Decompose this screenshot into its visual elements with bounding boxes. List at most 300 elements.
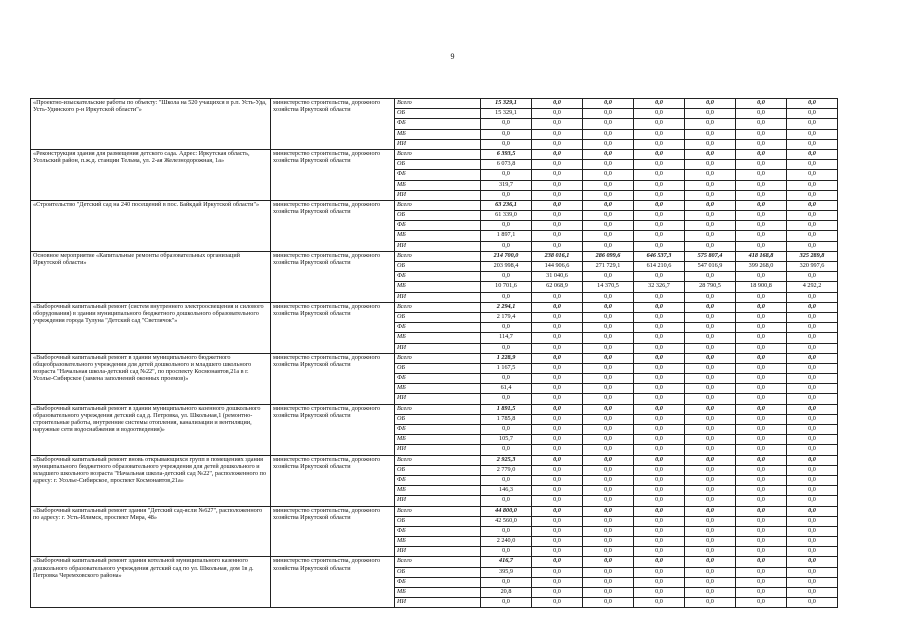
project-name: «Выборочный капитальный ремонт здания "Детский сад-ясли №627", расположенного по адресу: г. Усть-Илимск, проспект Мира, 48» (31, 506, 271, 557)
amount-cell: 0,0 (583, 475, 634, 485)
amount-cell: 0,0 (481, 496, 532, 506)
funding-source: Всего (395, 506, 481, 516)
amount-cell: 0,0 (481, 598, 532, 608)
amount-cell: 6 393,5 (481, 149, 532, 159)
amount-cell: 0,0 (787, 149, 838, 159)
amount-cell: 0,0 (583, 241, 634, 251)
amount-cell: 63 236,1 (481, 200, 532, 210)
amount-cell: 0,0 (583, 547, 634, 557)
funding-source: ФБ (395, 170, 481, 180)
amount-cell: 0,0 (532, 292, 583, 302)
amount-cell: 0,0 (583, 292, 634, 302)
amount-cell: 0,0 (787, 160, 838, 170)
amount-cell: 0,0 (685, 577, 736, 587)
amount-cell: 0,0 (685, 149, 736, 159)
amount-cell: 0,0 (481, 343, 532, 353)
amount-cell: 0,0 (481, 221, 532, 231)
table-row (31, 455, 838, 465)
amount-cell: 0,0 (736, 598, 787, 608)
table-row (31, 353, 838, 363)
amount-cell: 0,0 (634, 404, 685, 414)
funding-source: ОБ (395, 414, 481, 424)
amount-cell: 32 326,7 (634, 282, 685, 292)
amount-cell: 18 900,8 (736, 282, 787, 292)
amount-cell: 0,0 (634, 455, 685, 465)
amount-cell: 0,0 (634, 231, 685, 241)
amount-cell: 0,0 (583, 323, 634, 333)
amount-cell: 0,0 (736, 180, 787, 190)
amount-cell: 0,0 (634, 119, 685, 129)
amount-cell: 0,0 (736, 99, 787, 109)
amount-cell: 105,7 (481, 435, 532, 445)
amount-cell: 20,8 (481, 588, 532, 598)
amount-cell: 146,3 (481, 486, 532, 496)
amount-cell: 0,0 (685, 200, 736, 210)
funding-source: ФБ (395, 577, 481, 587)
amount-cell: 0,0 (787, 567, 838, 577)
amount-cell: 0,0 (736, 374, 787, 384)
amount-cell: 0,0 (532, 577, 583, 587)
amount-cell: 0,0 (532, 119, 583, 129)
amount-cell: 31 040,6 (532, 272, 583, 282)
amount-cell: 0,0 (685, 547, 736, 557)
amount-cell: 0,0 (583, 414, 634, 424)
amount-cell: 0,0 (685, 435, 736, 445)
amount-cell: 0,0 (634, 312, 685, 322)
amount-cell: 0,0 (634, 394, 685, 404)
amount-cell: 0,0 (583, 374, 634, 384)
amount-cell: 0,0 (532, 231, 583, 241)
amount-cell: 42 560,0 (481, 516, 532, 526)
amount-cell: 0,0 (685, 414, 736, 424)
amount-cell: 0,0 (685, 374, 736, 384)
amount-cell: 0,0 (736, 445, 787, 455)
amount-cell: 0,0 (634, 129, 685, 139)
amount-cell: 1 891,5 (481, 404, 532, 414)
amount-cell: 0,0 (634, 180, 685, 190)
table-row (31, 251, 838, 261)
amount-cell: 0,0 (736, 475, 787, 485)
amount-cell: 0,0 (481, 526, 532, 536)
amount-cell: 0,0 (736, 211, 787, 221)
amount-cell: 0,0 (736, 231, 787, 241)
funding-source: ОБ (395, 160, 481, 170)
budget-table (30, 98, 838, 608)
amount-cell: 0,0 (481, 272, 532, 282)
amount-cell: 0,0 (583, 272, 634, 282)
project-executor: министерство строительства, дорожного хозяйства Иркутской области (271, 506, 395, 557)
amount-cell: 0,0 (787, 435, 838, 445)
amount-cell: 0,0 (532, 200, 583, 210)
amount-cell: 0,0 (634, 506, 685, 516)
amount-cell: 0,0 (583, 435, 634, 445)
project-name: «Выборочный капитальный ремонт вновь открывающихся групп в помещениях здания муниципального бюджетного образовательного учреждения для детей дошкольного и младшего школьного возраста "Начальная школа-детский сад №22", расположенного по адресу: г. Усолье-Сибирское, проспект Космонавтов,21а» (31, 455, 271, 506)
amount-cell: 0,0 (787, 190, 838, 200)
amount-cell: 0,0 (634, 547, 685, 557)
amount-cell: 0,0 (787, 323, 838, 333)
project-name: «Выборочный капитальный ремонт в здании муниципального казенного дошкольного образовательного учреждения детский сад д. Петровка, ул. Школьная,1 (ремонтно-строительные работы, внутренние системы отопления, канализации и вентиляции, наружные сети водоснабжения и водоотведения)» (31, 404, 271, 455)
amount-cell: 0,0 (685, 455, 736, 465)
amount-cell: 0,0 (532, 425, 583, 435)
amount-cell: 0,0 (736, 557, 787, 567)
amount-cell: 0,0 (634, 537, 685, 547)
amount-cell: 0,0 (583, 170, 634, 180)
amount-cell: 614 210,6 (634, 262, 685, 272)
amount-cell: 0,0 (634, 160, 685, 170)
project-executor: министерство строительства, дорожного хозяйства Иркутской области (271, 353, 395, 404)
amount-cell: 0,0 (787, 475, 838, 485)
funding-source: Всего (395, 200, 481, 210)
amount-cell: 0,0 (685, 486, 736, 496)
amount-cell: 0,0 (583, 577, 634, 587)
funding-source: МБ (395, 486, 481, 496)
amount-cell: 0,0 (787, 119, 838, 129)
funding-source: ОБ (395, 109, 481, 119)
funding-source: ИИ (395, 343, 481, 353)
amount-cell: 0,0 (787, 302, 838, 312)
amount-cell: 0,0 (532, 241, 583, 251)
amount-cell: 0,0 (736, 170, 787, 180)
funding-source: ИИ (395, 496, 481, 506)
amount-cell: 0,0 (736, 129, 787, 139)
funding-source: Всего (395, 99, 481, 109)
funding-source: Всего (395, 353, 481, 363)
amount-cell: 0,0 (736, 404, 787, 414)
amount-cell: 0,0 (685, 170, 736, 180)
amount-cell: 0,0 (634, 149, 685, 159)
amount-cell: 0,0 (787, 506, 838, 516)
funding-source: ИИ (395, 394, 481, 404)
amount-cell: 0,0 (787, 312, 838, 322)
amount-cell: 0,0 (787, 374, 838, 384)
amount-cell: 0,0 (787, 547, 838, 557)
amount-cell: 0,0 (685, 139, 736, 149)
amount-cell: 0,0 (736, 302, 787, 312)
amount-cell: 0,0 (532, 149, 583, 159)
amount-cell: 0,0 (685, 588, 736, 598)
funding-source: ИИ (395, 139, 481, 149)
amount-cell: 0,0 (685, 180, 736, 190)
funding-source: ИИ (395, 292, 481, 302)
amount-cell: 1 897,1 (481, 231, 532, 241)
funding-source: ОБ (395, 211, 481, 221)
amount-cell: 0,0 (481, 129, 532, 139)
amount-cell: 0,0 (583, 180, 634, 190)
amount-cell: 2 179,4 (481, 312, 532, 322)
amount-cell: 0,0 (634, 333, 685, 343)
funding-source: ОБ (395, 262, 481, 272)
amount-cell: 0,0 (736, 149, 787, 159)
amount-cell: 0,0 (736, 241, 787, 251)
amount-cell: 0,0 (736, 292, 787, 302)
amount-cell: 1 228,9 (481, 353, 532, 363)
project-name: «Проектно-изыскательские работы по объекту: "Школа на 520 учащихся в р.п. Усть-Уда, Усть-Удинского р-н Иркутской области"» (31, 99, 271, 150)
amount-cell: 0,0 (736, 384, 787, 394)
amount-cell: 395,9 (481, 567, 532, 577)
amount-cell: 0,0 (634, 272, 685, 282)
funding-source: ФБ (395, 475, 481, 485)
amount-cell: 0,0 (481, 475, 532, 485)
amount-cell: 0,0 (583, 129, 634, 139)
amount-cell: 0,0 (583, 598, 634, 608)
table-row (31, 200, 838, 210)
amount-cell: 0,0 (736, 353, 787, 363)
funding-source: ИИ (395, 190, 481, 200)
amount-cell: 0,0 (685, 292, 736, 302)
amount-cell: 0,0 (532, 353, 583, 363)
amount-cell: 15 329,1 (481, 99, 532, 109)
amount-cell: 0,0 (634, 200, 685, 210)
amount-cell: 0,0 (583, 99, 634, 109)
amount-cell: 0,0 (532, 588, 583, 598)
amount-cell: 0,0 (787, 404, 838, 414)
amount-cell: 0,0 (532, 302, 583, 312)
funding-source: ФБ (395, 374, 481, 384)
table-row (31, 506, 838, 516)
amount-cell: 0,0 (634, 109, 685, 119)
amount-cell: 0,0 (787, 109, 838, 119)
project-name: «Выборочный капитальный ремонт здания котельной муниципального казенного дошкольного образовательного учреждения детский сад по ул. Школьная, дом 1в д. Петровка Черемховского района» (31, 557, 271, 608)
amount-cell: 0,0 (787, 588, 838, 598)
amount-cell: 62 068,9 (532, 282, 583, 292)
amount-cell: 0,0 (787, 394, 838, 404)
amount-cell: 61 339,0 (481, 211, 532, 221)
amount-cell: 0,0 (634, 445, 685, 455)
amount-cell: 0,0 (736, 516, 787, 526)
funding-source: ИИ (395, 445, 481, 455)
amount-cell: 0,0 (481, 292, 532, 302)
amount-cell: 0,0 (634, 588, 685, 598)
amount-cell: 0,0 (634, 435, 685, 445)
amount-cell: 0,0 (685, 598, 736, 608)
amount-cell: 0,0 (736, 160, 787, 170)
amount-cell: 0,0 (634, 374, 685, 384)
project-name: «Строительство "Детский сад на 240 посещений в пос. Байкдай Иркутской области"» (31, 200, 271, 251)
amount-cell: 0,0 (634, 414, 685, 424)
amount-cell: 0,0 (481, 190, 532, 200)
funding-source: МБ (395, 180, 481, 190)
amount-cell: 0,0 (685, 160, 736, 170)
amount-cell: 0,0 (583, 445, 634, 455)
amount-cell: 0,0 (685, 475, 736, 485)
amount-cell: 0,0 (532, 211, 583, 221)
amount-cell: 0,0 (583, 333, 634, 343)
amount-cell: 0,0 (685, 241, 736, 251)
amount-cell: 0,0 (634, 577, 685, 587)
amount-cell: 0,0 (736, 109, 787, 119)
amount-cell: 0,0 (787, 231, 838, 241)
funding-source: ОБ (395, 363, 481, 373)
amount-cell: 0,0 (685, 221, 736, 231)
amount-cell: 0,0 (481, 170, 532, 180)
amount-cell: 0,0 (685, 302, 736, 312)
amount-cell: 0,0 (787, 241, 838, 251)
amount-cell: 0,0 (481, 241, 532, 251)
amount-cell: 0,0 (685, 567, 736, 577)
amount-cell: 0,0 (634, 475, 685, 485)
funding-source: Всего (395, 251, 481, 261)
amount-cell: 0,0 (634, 221, 685, 231)
project-executor: министерство строительства, дорожного хозяйства Иркутской области (271, 99, 395, 150)
project-name: «Реконструкция здания для размещения детского сада. Адрес: Иркутская область, Усольский район, п.ж.д. станции Тельма, ул. 2-ая Железнодорожная, 1а» (31, 149, 271, 200)
amount-cell: 0,0 (583, 353, 634, 363)
funding-source: МБ (395, 537, 481, 547)
amount-cell: 0,0 (736, 486, 787, 496)
funding-source: ФБ (395, 425, 481, 435)
amount-cell: 319,7 (481, 180, 532, 190)
amount-cell: 0,0 (583, 343, 634, 353)
amount-cell: 0,0 (634, 486, 685, 496)
amount-cell: 0,0 (481, 577, 532, 587)
amount-cell: 61,4 (481, 384, 532, 394)
amount-cell: 0,0 (583, 486, 634, 496)
amount-cell: 203 998,4 (481, 262, 532, 272)
amount-cell: 0,0 (787, 99, 838, 109)
table-body (31, 99, 838, 608)
amount-cell: 0,0 (583, 496, 634, 506)
amount-cell: 0,0 (685, 537, 736, 547)
amount-cell: 0,0 (634, 323, 685, 333)
amount-cell: 0,0 (736, 200, 787, 210)
amount-cell: 0,0 (583, 557, 634, 567)
amount-cell: 0,0 (736, 323, 787, 333)
amount-cell: 0,0 (685, 231, 736, 241)
amount-cell: 0,0 (787, 353, 838, 363)
amount-cell: 0,0 (787, 557, 838, 567)
amount-cell: 0,0 (532, 129, 583, 139)
amount-cell: 0,0 (634, 241, 685, 251)
amount-cell: 0,0 (532, 404, 583, 414)
amount-cell: 0,0 (736, 465, 787, 475)
amount-cell: 0,0 (736, 343, 787, 353)
amount-cell: 0,0 (787, 200, 838, 210)
amount-cell: 0,0 (532, 547, 583, 557)
amount-cell: 0,0 (787, 455, 838, 465)
funding-source: Всего (395, 557, 481, 567)
amount-cell: 0,0 (532, 557, 583, 567)
amount-cell: 28 790,5 (685, 282, 736, 292)
amount-cell: 2 294,1 (481, 302, 532, 312)
amount-cell: 144 906,6 (532, 262, 583, 272)
amount-cell: 0,0 (583, 506, 634, 516)
project-executor: министерство строительства, дорожного хозяйства Иркутской области (271, 404, 395, 455)
amount-cell: 0,0 (685, 211, 736, 221)
amount-cell: 0,0 (736, 363, 787, 373)
page-number: 9 (450, 52, 455, 61)
amount-cell: 0,0 (736, 588, 787, 598)
amount-cell: 0,0 (634, 139, 685, 149)
amount-cell: 0,0 (583, 384, 634, 394)
amount-cell: 0,0 (736, 496, 787, 506)
amount-cell: 0,0 (583, 312, 634, 322)
amount-cell: 0,0 (634, 211, 685, 221)
funding-source: ОБ (395, 516, 481, 526)
amount-cell: 0,0 (736, 312, 787, 322)
amount-cell: 0,0 (583, 394, 634, 404)
funding-source: МБ (395, 282, 481, 292)
amount-cell: 0,0 (532, 384, 583, 394)
amount-cell: 0,0 (532, 160, 583, 170)
amount-cell: 14 370,5 (583, 282, 634, 292)
funding-source: Всего (395, 302, 481, 312)
amount-cell: 416,7 (481, 557, 532, 567)
amount-cell: 0,0 (787, 363, 838, 373)
amount-cell: 0,0 (736, 506, 787, 516)
amount-cell: 0,0 (634, 384, 685, 394)
amount-cell: 0,0 (583, 109, 634, 119)
amount-cell: 0,0 (787, 496, 838, 506)
amount-cell: 575 807,4 (685, 251, 736, 261)
table-row (31, 302, 838, 312)
funding-source: МБ (395, 231, 481, 241)
project-executor: министерство строительства, дорожного хозяйства Иркутской области (271, 557, 395, 608)
amount-cell: 0,0 (736, 567, 787, 577)
amount-cell: 0,0 (685, 445, 736, 455)
amount-cell: 0,0 (736, 272, 787, 282)
amount-cell: 0,0 (583, 526, 634, 536)
funding-source: ИИ (395, 547, 481, 557)
amount-cell: 0,0 (634, 516, 685, 526)
table-row (31, 404, 838, 414)
amount-cell: 0,0 (532, 190, 583, 200)
amount-cell: 0,0 (583, 231, 634, 241)
amount-cell: 0,0 (583, 455, 634, 465)
amount-cell: 0,0 (685, 404, 736, 414)
amount-cell: 0,0 (481, 323, 532, 333)
amount-cell: 0,0 (532, 516, 583, 526)
funding-source: ФБ (395, 119, 481, 129)
project-name: «Выборочный капитальный ремонт (систем внутреннего электроосвещения и силового оборудования) в здании муниципального бюджетного дошкольного образовательного учреждения города Тулуна "Детский сад "Светлячок"» (31, 302, 271, 353)
project-executor: министерство строительства, дорожного хозяйства Иркутской области (271, 455, 395, 506)
amount-cell: 0,0 (787, 221, 838, 231)
amount-cell: 0,0 (736, 455, 787, 465)
amount-cell: 0,0 (532, 99, 583, 109)
amount-cell: 0,0 (736, 139, 787, 149)
amount-cell: 0,0 (532, 343, 583, 353)
amount-cell: 0,0 (532, 323, 583, 333)
amount-cell: 0,0 (787, 526, 838, 536)
amount-cell: 0,0 (583, 190, 634, 200)
amount-cell: 0,0 (634, 425, 685, 435)
funding-source: МБ (395, 384, 481, 394)
table-row (31, 99, 838, 109)
amount-cell: 0,0 (736, 577, 787, 587)
amount-cell: 0,0 (532, 374, 583, 384)
amount-cell: 0,0 (583, 200, 634, 210)
amount-cell: 0,0 (787, 180, 838, 190)
funding-source: МБ (395, 333, 481, 343)
amount-cell: 0,0 (583, 537, 634, 547)
amount-cell: 0,0 (583, 160, 634, 170)
amount-cell: 0,0 (583, 516, 634, 526)
amount-cell: 0,0 (634, 363, 685, 373)
amount-cell: 0,0 (685, 312, 736, 322)
funding-source: ОБ (395, 567, 481, 577)
amount-cell: 0,0 (736, 547, 787, 557)
amount-cell: 0,0 (787, 333, 838, 343)
amount-cell: 1 785,8 (481, 414, 532, 424)
amount-cell: 0,0 (736, 221, 787, 231)
amount-cell: 0,0 (685, 109, 736, 119)
amount-cell: 0,0 (583, 221, 634, 231)
amount-cell: 0,0 (583, 119, 634, 129)
funding-source: ИИ (395, 598, 481, 608)
amount-cell: 0,0 (736, 119, 787, 129)
amount-cell: 0,0 (532, 312, 583, 322)
amount-cell: 0,0 (787, 537, 838, 547)
amount-cell: 0,0 (685, 526, 736, 536)
amount-cell: 0,0 (583, 149, 634, 159)
